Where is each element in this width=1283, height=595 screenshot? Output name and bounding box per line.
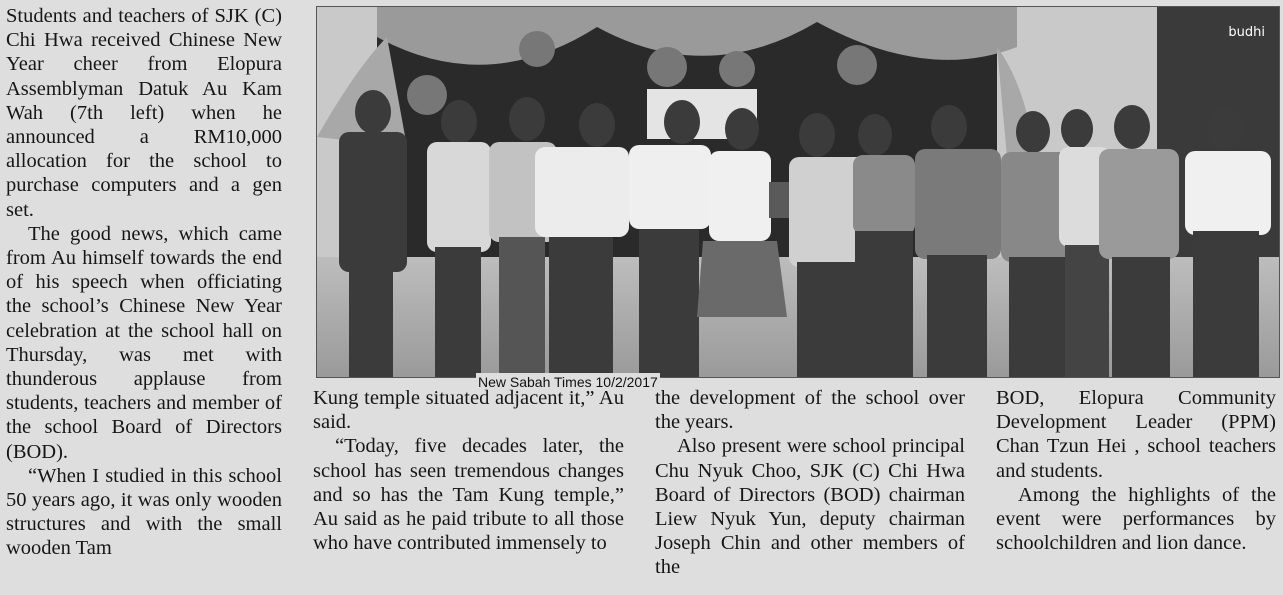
paragraph: “Today, five decades later, the school has seen tremendous changes and so has the Tam Kung temple,” Au said as he paid tribute to all those who have contributed immensely to [313,435,624,555]
photo-source-label: New Sabah Times 10/2/2017 [478,374,658,390]
article-column-3 [655,386,965,580]
photo-credit: budhi [1228,25,1265,40]
article-column-4 [996,386,1276,555]
paragraph: Kung temple situated adjacent it,” Au said. [313,387,624,434]
paragraph: The good news, which came from Au himself towards the end of his speech when officiating the school’s Chinese New Year celebration at the school hall on Thursday, was met with thunderous applause from students, teachers and member of the school Board of Directors (BOD). [6,222,282,463]
paragraph: Also present were school principal Chu Nyuk Choo, SJK (C) Chi Hwa Board of Directors (BOD) chairman Liew Nyuk Yun, deputy chairman Joseph Chin and other members of the [655,435,965,579]
paragraph: Among the highlights of the event were performances by schoolchildren and lion dance. [996,483,1276,555]
news-photo [316,6,1280,378]
paragraph: BOD, Elopura Community Development Leader (PPM) Chan Tzun Hei , school teachers and students. [996,387,1276,482]
article-column-1 [6,4,282,561]
paragraph: the development of the school over the years. [655,387,965,434]
article-column-2 [313,386,624,555]
paragraph: “When I studied in this school 50 years ago, it was only wooden structures and with the small wooden Tam [6,464,282,560]
paragraph: Students and teachers of SJK (C) Chi Hwa received Chinese New Year cheer from Elopura Assemblyman Datuk Au Kam Wah (7th left) when he announced a RM10,000 allocation for the school to purchase computers and a gen set. [6,5,282,221]
photo-illustration [317,7,1279,377]
